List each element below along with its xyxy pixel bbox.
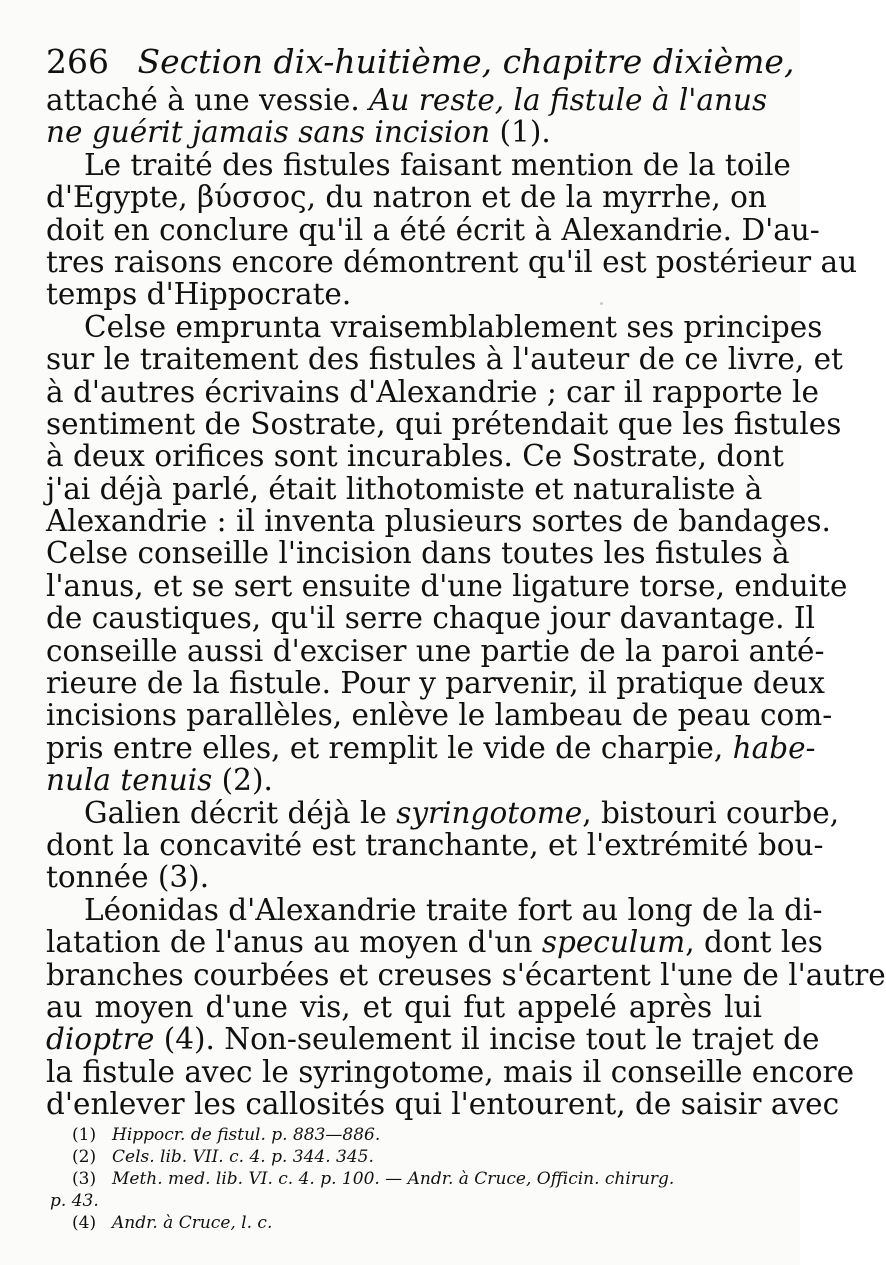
text-line bbox=[46, 244, 858, 279]
footnote bbox=[72, 1168, 762, 1190]
text-line bbox=[46, 601, 815, 636]
text-line bbox=[46, 730, 816, 765]
text-line bbox=[46, 795, 840, 830]
italic-text: Au reste, la fistule à l'anus bbox=[369, 83, 768, 117]
text-run: Celse conseille l'incision dans toutes les fistules à bbox=[46, 536, 790, 571]
text-line bbox=[46, 1054, 855, 1089]
text-line bbox=[46, 991, 762, 1023]
text-line bbox=[46, 374, 819, 409]
text-run: rieure de la fistule. Pour y parvenir, il pratique deux bbox=[46, 666, 825, 701]
text-run: (1). bbox=[490, 115, 551, 150]
text-run: Alexandrie : il inventa plusieurs sortes de bandages. bbox=[46, 504, 831, 539]
italic-text: nula tenuis bbox=[46, 763, 213, 798]
text-line bbox=[46, 342, 843, 377]
footnote-text: Hippocr. de fistul. p. 883—886. bbox=[112, 1125, 381, 1145]
text-run: de caustiques, qu'il serre chaque jour davantage. Il bbox=[46, 601, 815, 636]
footnote-number: (2) bbox=[72, 1147, 97, 1167]
page-number: 266 bbox=[46, 42, 109, 81]
text-run: d'enlever les callosités qui l'entourent, de saisir avec bbox=[46, 1087, 840, 1122]
text-line bbox=[46, 633, 825, 668]
text-line bbox=[46, 925, 823, 960]
italic-text: syringotome bbox=[396, 795, 583, 830]
footnote-number: (1) bbox=[72, 1125, 97, 1145]
text-line bbox=[46, 147, 791, 182]
text-line bbox=[46, 536, 790, 571]
text-line bbox=[46, 212, 820, 247]
text-run: au moyen d'une vis, et qui fut appelé après lui bbox=[46, 989, 762, 1024]
text-line bbox=[46, 957, 886, 992]
text-run: dont la concavité est tranchante, et l'extrémité bou- bbox=[46, 827, 824, 862]
text-run: Galien décrit déjà le bbox=[84, 795, 397, 830]
text-run: branches courbées et creuses s'écartent l'une de l'autre bbox=[46, 957, 886, 992]
text-run: , bistouri courbe, bbox=[582, 795, 840, 830]
text-line bbox=[46, 473, 762, 505]
text-run: tonnée (3). bbox=[46, 860, 210, 895]
page-header bbox=[46, 42, 795, 82]
text-run: à deux orifices sont incurables. Ce Sostrate, dont bbox=[46, 439, 784, 474]
text-run: pris entre elles, et remplit le vide de charpie, bbox=[46, 730, 733, 765]
text-line bbox=[46, 406, 842, 441]
text-run: Léonidas d'Alexandrie traite fort au long de la di- bbox=[84, 892, 823, 927]
text-run: conseille aussi d'exciser une partie de la paroi anté- bbox=[46, 633, 825, 668]
ink-spot bbox=[755, 682, 759, 686]
text-line bbox=[46, 698, 833, 733]
text-run: la fistule avec le syringotome, mais il conseille encore bbox=[46, 1054, 855, 1089]
text-run: sur le traitement des fistules à l'auteur de ce livre, et bbox=[46, 342, 843, 377]
footnote-number: (4) bbox=[72, 1213, 97, 1233]
footnote-text: p. 43. bbox=[50, 1191, 99, 1211]
text-run: Le traité des fistules faisant mention de la toile bbox=[84, 147, 791, 182]
text-run: latation de l'anus au moyen d'un bbox=[46, 925, 542, 960]
text-line bbox=[46, 666, 825, 701]
text-line bbox=[46, 83, 768, 117]
footnote-text: Cels. lib. VII. c. 4. p. 344. 345. bbox=[112, 1147, 374, 1167]
italic-text: dioptre bbox=[46, 1022, 155, 1057]
ink-spot bbox=[600, 302, 603, 305]
text-run: j'ai déjà parlé, était lithotomiste et naturaliste à bbox=[46, 471, 763, 506]
text-run: , dont les bbox=[685, 925, 823, 960]
text-run: Celse emprunta vraisemblablement ses principes bbox=[84, 309, 823, 344]
footnote-text: Andr. à Cruce, l. c. bbox=[112, 1213, 273, 1233]
footnote bbox=[50, 1190, 762, 1212]
text-run: tres raisons encore démontrent qu'il est postérieur au bbox=[46, 244, 858, 279]
text-run: d'Egypte, βύσσος, du natron et de la myrrhe, on bbox=[46, 180, 767, 215]
italic-text: habe- bbox=[732, 730, 816, 765]
text-run: incisions parallèles, enlève le lambeau de peau com- bbox=[46, 698, 833, 733]
text-run: (2). bbox=[212, 763, 273, 798]
text-line bbox=[46, 278, 762, 310]
italic-text: speculum bbox=[541, 925, 686, 960]
text-line bbox=[46, 764, 762, 796]
footnote bbox=[72, 1146, 762, 1168]
text-run: (4). Non-seulement il incise tout le trajet de bbox=[154, 1022, 820, 1057]
text-line bbox=[46, 504, 831, 539]
text-line bbox=[46, 309, 823, 344]
text-run: temps d'Hippocrate. bbox=[46, 277, 352, 312]
text-line bbox=[46, 827, 824, 862]
text-line bbox=[46, 116, 762, 148]
running-title: Section dix-huitième, chapitre dixième, bbox=[137, 42, 795, 81]
text-line bbox=[46, 892, 823, 927]
text-run: attaché à une vessie. bbox=[46, 83, 370, 117]
footnote-text: Meth. med. lib. VI. c. 4. p. 100. — Andr. à Cruce, Officin. chirurg. bbox=[112, 1169, 675, 1189]
footnote bbox=[72, 1212, 762, 1234]
text-line bbox=[46, 1087, 840, 1122]
text-run: à d'autres écrivains d'Alexandrie ; car il rapporte le bbox=[46, 374, 819, 409]
text-line bbox=[46, 861, 762, 893]
text-line bbox=[46, 1022, 820, 1057]
footnote-number: (3) bbox=[72, 1169, 97, 1189]
text-line bbox=[46, 568, 848, 603]
footnotes bbox=[50, 1124, 762, 1234]
footnote bbox=[72, 1124, 762, 1146]
text-line bbox=[46, 180, 767, 215]
text-line bbox=[46, 439, 784, 474]
text-run: sentiment de Sostrate, qui prétendait que les fistules bbox=[46, 406, 842, 441]
body-text bbox=[46, 83, 886, 1122]
text-run: l'anus, et se sert ensuite d'une ligature torse, enduite bbox=[46, 568, 848, 603]
text-run: doit en conclure qu'il a été écrit à Alexandrie. D'au- bbox=[46, 212, 820, 247]
italic-text: ne guérit jamais sans incision bbox=[46, 115, 491, 150]
